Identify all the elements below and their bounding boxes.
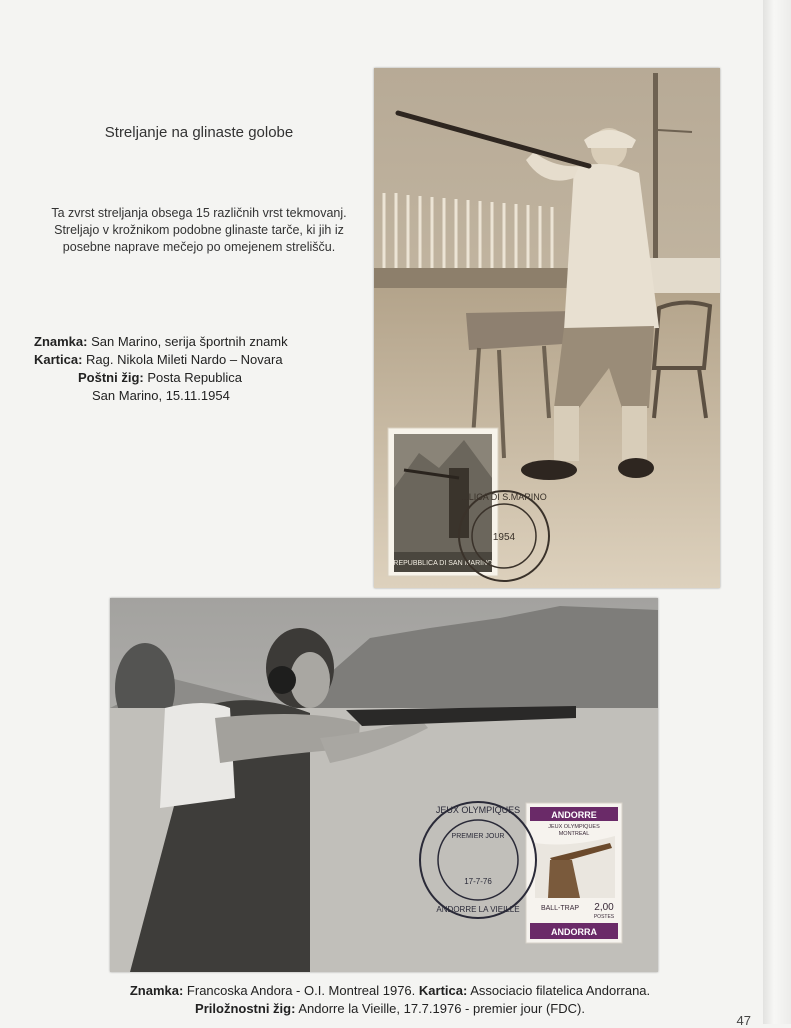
- item2-caption-line-2: [20, 1000, 760, 1018]
- postmark1-text: ...LICA DI S.MARINO: [461, 492, 547, 502]
- item1-card-line: [34, 351, 354, 369]
- item1-postmark-value-2: San Marino, 15.11.1954: [92, 388, 230, 403]
- card1-photo: [374, 68, 720, 588]
- stamp2-sub1: JEUX OLYMPIQUES: [548, 824, 600, 830]
- stamp-san-marino: [388, 428, 498, 576]
- stamp-andorra: [526, 803, 622, 943]
- postmark2-bottom: ANDORRE LA VIEILLE: [436, 905, 520, 914]
- stamp2-value: 2,00: [594, 902, 614, 913]
- stamp2-postes: POSTES: [593, 914, 615, 920]
- item1-postmark-label: Poštni žig:: [78, 370, 144, 385]
- postmark1-date: 1954: [492, 532, 516, 543]
- item2-card-value: Associacio filatelica Andorrana.: [470, 983, 651, 998]
- fence: [384, 193, 552, 273]
- stamp2-sub2: MONTREAL: [558, 831, 590, 837]
- item2-stamp-value: Francoska Andora - O.I. Montreal 1976.: [186, 983, 416, 998]
- item1-card-value: Rag. Nikola Mileti Nardo – Novara: [86, 352, 283, 367]
- page-title: Streljanje na glinaste golobe: [104, 124, 294, 141]
- maximum-card-san-marino: [374, 68, 720, 588]
- item2-caption-line-1: [20, 982, 760, 1000]
- stamp1-text: REPUBBLICA DI SAN MARINO: [393, 560, 493, 567]
- page-edge: [763, 0, 791, 1024]
- item1-postmark-line: [34, 369, 354, 387]
- item1-stamp-line: [34, 333, 354, 351]
- card2-photo: [110, 598, 658, 972]
- page-number: 47: [736, 1013, 751, 1028]
- stamp2-bottom: ANDORRA: [551, 927, 597, 937]
- item1-card-label: Kartica:: [34, 352, 83, 367]
- postmark2-date: 17-7-76: [464, 877, 492, 886]
- page-description: Ta zvrst streljanja obsega 15 različnih vrst tekmovanj. Streljajo v krožnikom podobne glinaste tarče, ki jih iz posebne naprave mečejo po omejenem strelišču.: [51, 206, 347, 254]
- item1-stamp-label: Znamka:: [34, 334, 88, 349]
- postmark-san-marino: [459, 491, 549, 581]
- item1-stamp-value: San Marino, serija športnih znamk: [91, 334, 288, 349]
- item2-postmark-label: Priložnostni žig:: [195, 1001, 296, 1016]
- item1-postmark-line-2: [34, 387, 354, 405]
- item2-card-label: Kartica:: [418, 983, 468, 998]
- stamp2-event: BALL-TRAP: [540, 905, 580, 912]
- postmark2-mid: PREMIER JOUR: [451, 833, 505, 840]
- item2-caption: [20, 982, 760, 1018]
- item1-postmark-value-1: Posta Republica: [147, 370, 243, 385]
- item2-postmark-value: Andorre la Vieille, 17.7.1976 - premier jour (FDC).: [298, 1001, 585, 1016]
- item1-info: [34, 333, 354, 405]
- stamp2-top: ANDORRE: [551, 810, 597, 820]
- postmark2-top: JEUX OLYMPIQUES: [435, 805, 521, 815]
- maximum-card-andorra: [110, 598, 658, 972]
- item2-stamp-label: Znamka:: [129, 983, 184, 998]
